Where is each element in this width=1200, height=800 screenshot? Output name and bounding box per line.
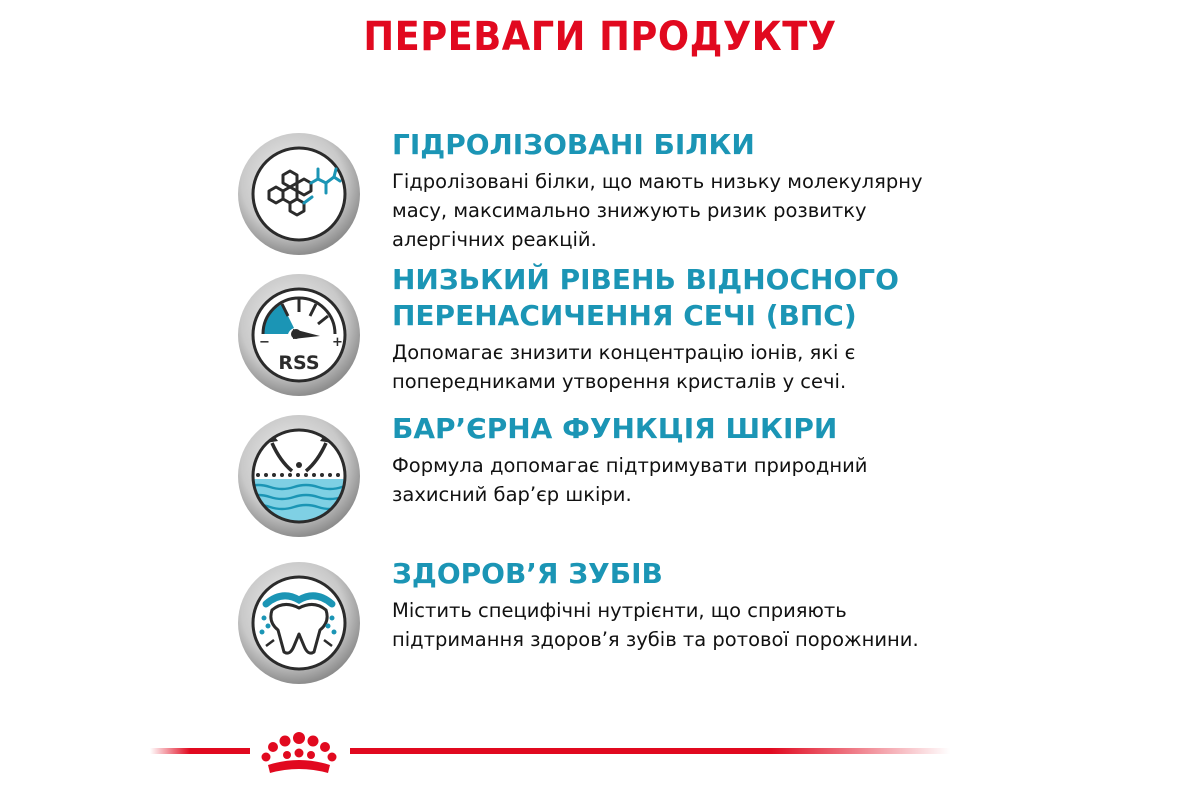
feature-skin-barrier xyxy=(392,411,1032,509)
tooth-icon xyxy=(236,560,362,686)
feature-description-line: Допомагає знизити концентрацію іонів, які є xyxy=(392,341,856,364)
svg-text:−: − xyxy=(259,335,270,350)
feature-low-rss xyxy=(392,262,1032,396)
molecule-icon xyxy=(236,131,362,257)
feature-title-line: ПЕРЕНАСИЧЕННЯ СЕЧІ (ВПС) xyxy=(392,299,857,332)
feature-description-line: Формула допомагає підтримувати природний xyxy=(392,454,868,477)
feature-title-line: НИЗЬКИЙ РІВЕНЬ ВІДНОСНОГО xyxy=(392,263,899,296)
feature-hydrolyzed-proteins xyxy=(392,127,1032,254)
feature-description-line: алергічних реакцій. xyxy=(392,228,597,251)
page-title: ПЕРЕВАГИ ПРОДУКТУ xyxy=(363,14,837,60)
svg-text:+: + xyxy=(332,335,343,350)
feature-title: ГІДРОЛІЗОВАНІ БІЛКИ xyxy=(392,128,755,161)
feature-title: БАР’ЄРНА ФУНКЦІЯ ШКІРИ xyxy=(392,412,838,445)
rss-label: RSS xyxy=(278,352,320,374)
feature-dental-health xyxy=(392,556,1032,654)
feature-description-line: попередниками утворення кристалів у сечі. xyxy=(392,370,847,393)
footer-brand-bar xyxy=(0,725,1200,795)
feature-description-line: Містить специфічні нутрієнти, що сприяють xyxy=(392,599,847,622)
rss-gauge-icon xyxy=(236,272,362,398)
feature-description-line: масу, максимально знижують ризик розвитку xyxy=(392,199,867,222)
feature-description-line: підтримання здоров’я зубів та ротової порожнини. xyxy=(392,628,919,651)
royal-canin-crown-logo xyxy=(262,732,337,773)
feature-title: ЗДОРОВ’Я ЗУБІВ xyxy=(392,557,663,590)
feature-description-line: Гідролізовані білки, що мають низьку молекулярну xyxy=(392,170,923,193)
feature-description-line: захисний бар’єр шкіри. xyxy=(392,483,632,506)
skin-barrier-icon xyxy=(236,413,362,539)
